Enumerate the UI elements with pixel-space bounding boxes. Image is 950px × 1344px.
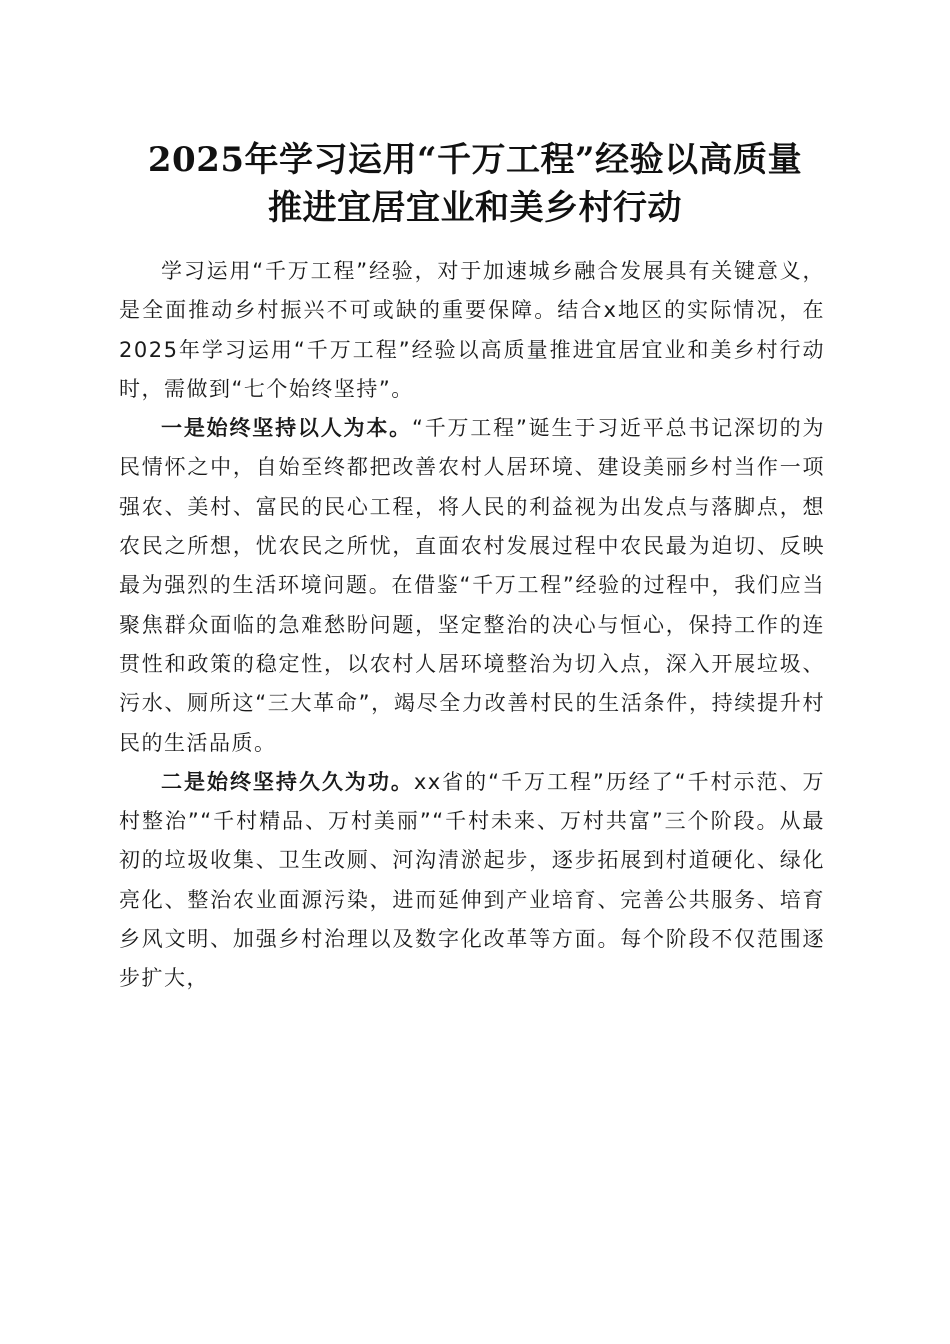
paragraph-text: “千万工程”诞生于习近平总书记深切的为民情怀之中，自始至终都把改善农村人居环境、建设美丽乡村当作一项强农、美村、富民的民心工程，将人民的利益视为出发点与落脚点，想农民之所想，忧农民之所忧，直面农村发展过程中农民最为迫切、反映最为强烈的生活环境问题。在借鉴“千万工程”经验的过程中，我们应当聚焦群众面临的急难愁盼问题，坚定整治的决心与恒心，保持工作的连贯性和政策的稳定性，以农村人居环境整治为切入点，深入开展垃圾、污水、厕所这“三大革命”，竭尽全力改善村民的生活条件，持续提升村民的生活品质。	[119, 416, 826, 755]
paragraph-point-2	[119, 763, 825, 999]
paragraph-text: xx省的“千万工程”历经了“千村示范、万村整治”“千村精品、万村美丽”“千村未来、万村共富”三个阶段。从最初的垃圾收集、卫生改厕、河沟清淤起步，逐步拓展到村道硬化、绿化亮化、整治农业面源污染，进而延伸到产业培育、完善公共服务、培育乡风文明、加强乡村治理以及数字化改革等方面。每个阶段不仅范围逐步扩大，	[119, 769, 825, 991]
document-body	[119, 252, 825, 999]
paragraph-point-1	[119, 409, 825, 763]
paragraph-lead: 一是始终坚持以人为本。	[161, 416, 413, 441]
title-line-1: 2025年学习运用“千万工程”经验以高质量	[147, 140, 803, 180]
paragraph-intro	[119, 252, 825, 409]
document-title	[100, 136, 850, 232]
paragraph-text: 学习运用“千万工程”经验，对于加速城乡融合发展具有关键意义，是全面推动乡村振兴不可或缺的重要保障。结合x地区的实际情况，在2025年学习运用“千万工程”经验以高质量推进宜居宜业和美乡村行动时，需做到“七个始终坚持”。	[119, 259, 825, 401]
title-line-2: 推进宜居宜业和美乡村行动	[268, 188, 682, 228]
paragraph-lead: 二是始终坚持久久为功。	[161, 769, 414, 794]
